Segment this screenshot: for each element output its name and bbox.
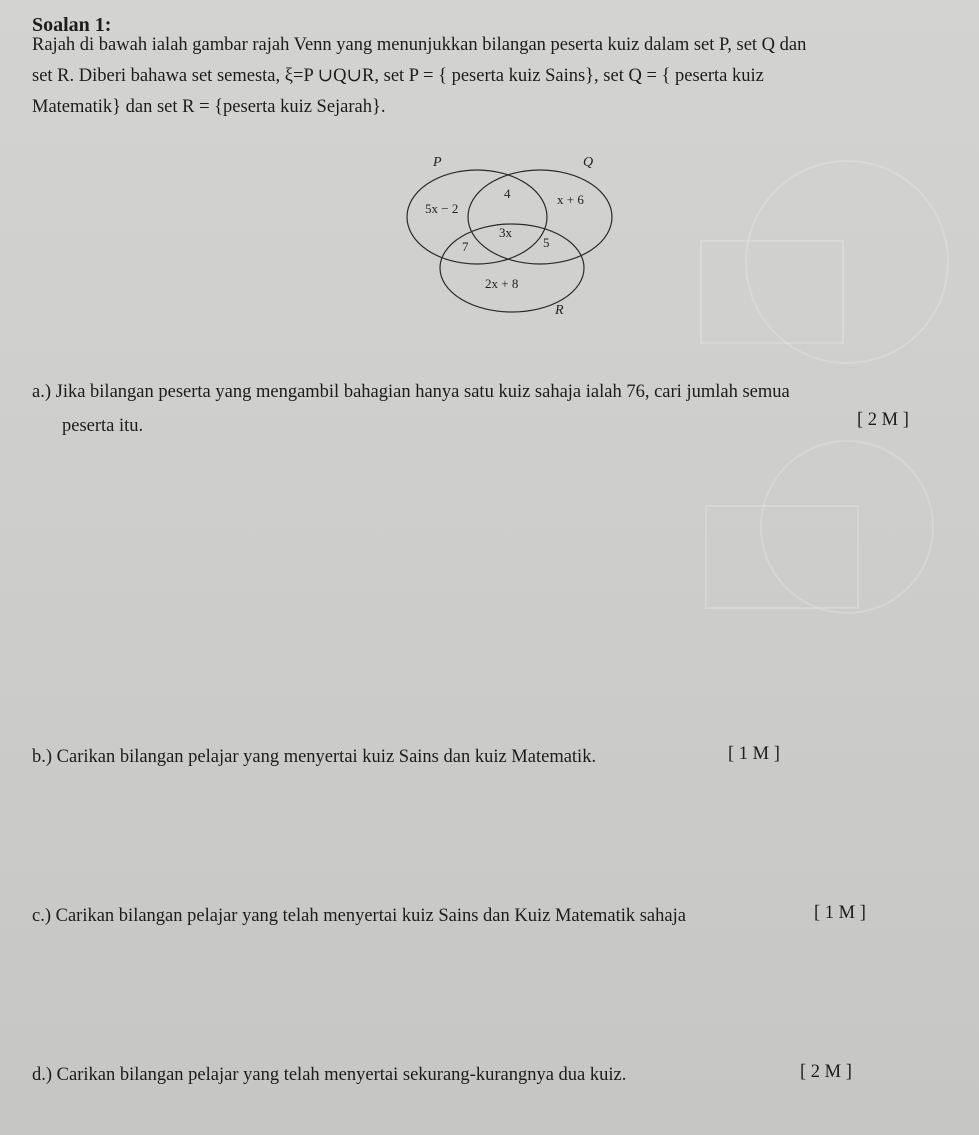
question-intro [32,30,967,123]
question-a-marks: [ 2 M ] [857,410,909,430]
set-r-circle [440,224,584,312]
region-q-only: x + 6 [557,192,584,207]
show-through-square-mid [705,505,859,609]
question-c-text: c.) Carikan bilangan pelajar yang telah menyertai kuiz Sains dan Kuiz Matematik sahaja [32,906,686,926]
intro-line-3: Matematik} dan set R = {peserta kuiz Sejarah}. [32,97,386,117]
set-p-circle [407,170,547,264]
set-r-label: R [555,303,564,318]
show-through-square-top [700,240,844,344]
question-c-marks: [ 1 M ] [814,903,866,923]
question-b-marks: [ 1 M ] [728,744,780,764]
question-a-text: a.) Jika bilangan peserta yang mengambil bahagian hanya satu kuiz sahaja ialah 76, cari jumlah semua [32,382,790,402]
question-b-text: b.) Carikan bilangan pelajar yang menyertai kuiz Sains dan kuiz Matematik. [32,747,597,767]
region-p-and-r: 7 [462,239,469,254]
question-d-marks: [ 2 M ] [800,1062,852,1082]
region-q-and-r: 5 [543,235,550,250]
set-q-label: Q [583,155,594,170]
question-d-text: d.) Carikan bilangan pelajar yang telah menyertai sekurang-kurangnya dua kuiz. [32,1065,627,1085]
venn-diagram [405,150,620,320]
set-p-label: P [433,155,442,170]
set-q-circle [468,170,612,264]
intro-line-2: set R. Diberi bahawa set semesta, ξ=P ∪Q∪R, set P = { peserta kuiz Sains}, set Q = { peserta kuiz [32,66,764,86]
intro-line-1: Rajah di bawah ialah gambar rajah Venn yang menunjukkan bilangan peserta kuiz dalam set P, set Q dan [32,35,807,55]
question-heading: Soalan 1: [32,14,112,36]
region-r-only: 2x + 8 [485,276,519,291]
region-p-only: 5x − 2 [425,201,459,216]
question-a-text-continued: peserta itu. [62,416,144,436]
region-p-and-q: 4 [504,186,511,201]
region-p-q-r: 3x [499,225,512,240]
